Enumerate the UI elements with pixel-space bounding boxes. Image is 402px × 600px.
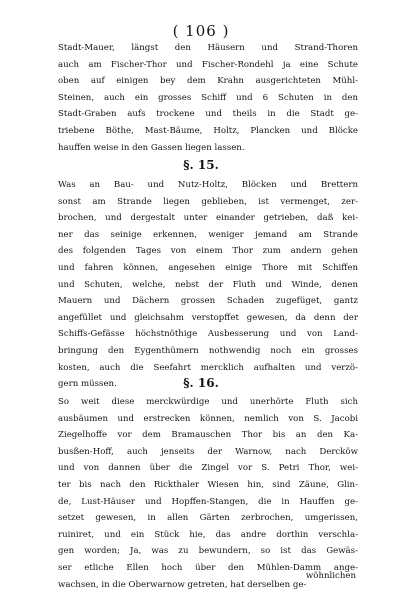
- text-line: und Schuten, welche, nebst der Fluth und Winde, denen: [58, 279, 358, 290]
- page-number-header: ( 106 ): [172, 22, 230, 40]
- text-line: Steinen, auch ein grosses Schiff und 6 Schuten in den: [58, 92, 358, 103]
- paragraph-3: [58, 394, 358, 593]
- paragraph-1: [58, 40, 358, 156]
- text-line: des folgenden Tages von einem Thor zum andern gehen: [58, 246, 358, 257]
- text-line: gen worden; Ja, was zu bewundern, so ist das Gewäs-: [58, 546, 358, 557]
- text-line: Stadt-Mauer, längst den Häusern und Strand-Thoren: [58, 43, 358, 53]
- text-line: de, Lust-Häuser und Hopffen-Stangen, die in Hauffen ge-: [58, 496, 358, 507]
- section-heading-15: §. 15.: [183, 158, 219, 172]
- text-line: setzet gewesen, in allen Gärten zerbrochen, umgerissen,: [58, 513, 358, 524]
- text-line: ausbäumen und erstrecken können, nemlich von S. Jacobi: [58, 413, 358, 424]
- text-line: ser etliche Ellen hoch über den Mühlen-Damm ange-: [58, 562, 358, 573]
- text-line: Was an Bau- und Nutz-Holtz, Blöcken und Brettern: [58, 180, 358, 190]
- text-line: oben auf einigen bey dem Krahn ausgerichteten Mühl-: [58, 76, 358, 87]
- text-line: triebene Böthe, Mast-Bäume, Holtz, Plancken und Blöcke: [58, 125, 358, 136]
- text-line: und fahren können, angesehen einige Thore mit Schiffen: [58, 262, 358, 273]
- catchword: wöhnlichen: [305, 571, 356, 581]
- text-line: Ziegelhoffe vor dem Bramauschen Thor bis an den Ka-: [58, 430, 358, 441]
- text-line: auch am Fischer-Thor und Fischer-Rondehl ja eine Schute: [58, 59, 358, 70]
- text-line: busßen-Hoff, auch jenseits der Warnow, nach Dercköw: [58, 446, 358, 457]
- text-line: brochen, und dergestalt unter einander getrieben, daß kei-: [58, 213, 358, 224]
- paragraph-2: [58, 177, 358, 393]
- text-line: Schiffs-Gefässe höchstnöthige Ausbesserung und von Land-: [58, 329, 358, 340]
- text-line: gern müssen.: [58, 379, 117, 390]
- text-line: und von dannen über die Zingel vor S. Petri Thor, wei-: [58, 463, 358, 474]
- text-line: sonst am Strande liegen geblieben, ist vermenget, zer-: [58, 196, 358, 207]
- text-line: ner das seinige erkennen, weniger jemand am Strande: [58, 229, 358, 240]
- text-line: ter bis nach den Rickthaler Wiesen hin, sind Zäune, Glin-: [58, 479, 358, 490]
- text-line: bringung den Eygenthümern nothwendig noch ein grosses: [58, 345, 358, 356]
- text-line: Mauern und Dächern grossen Schaden zugefüget, gantz: [58, 296, 358, 307]
- text-line: ruiniret, und ein Stück hie, das andre dorthin verschla-: [58, 529, 358, 540]
- text-line: So weit diese merckwürdige und unerhörte Fluth sich: [58, 397, 358, 407]
- section-heading-16: §. 16.: [183, 376, 219, 390]
- text-line: Stadt-Graben aufs trockene und theils in die Stadt ge-: [58, 109, 358, 120]
- text-line: wachsen, in die Oberwarnow getreten, hat derselben ge-: [58, 579, 307, 590]
- text-line: kosten, auch die Seefahrt mercklich aufhalten und verzö-: [58, 362, 358, 373]
- text-line: hauffen weise in den Gassen liegen lassen.: [58, 142, 245, 153]
- text-line: angefüllet und gleichsahm verstopffet gewesen, da denn der: [58, 312, 358, 323]
